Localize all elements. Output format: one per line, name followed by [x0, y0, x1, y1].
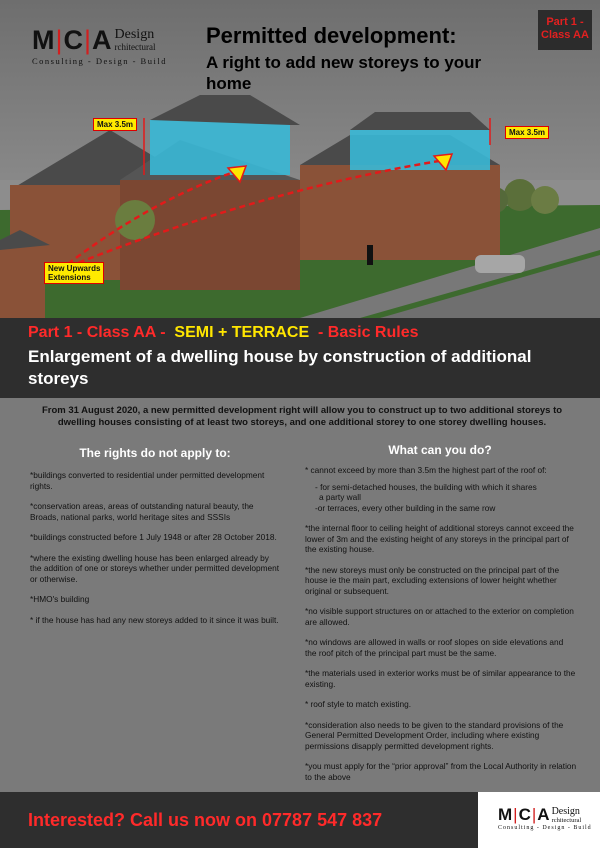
badge-line2: Class AA: [541, 29, 589, 41]
logo-tagline: Consulting - Design - Build: [32, 56, 167, 66]
list-item: *the materials used in exterior works must be of similar appearance to the existing.: [305, 668, 576, 689]
page-title: Permitted development:: [206, 23, 457, 48]
logo-mark-m: M: [32, 25, 56, 55]
list-item: * roof style to match existing.: [305, 699, 412, 709]
class-heading-part: Part 1 - Class AA -: [28, 324, 166, 341]
car: [475, 255, 525, 273]
list-item: *conservation areas, areas of outstanding natural beauty, the Broads, national parks, world heritage sites and SSSIs: [30, 501, 254, 522]
logo: M|C|A Design rchitectural Consulting - Design - Build: [32, 25, 167, 66]
left-extension: [150, 120, 290, 175]
class-heading: [28, 324, 418, 342]
list-item: *consideration also needs to be given to the standard provisions of the General Permitted Development Order, including where existing permissions disapply permitted development rights.: [305, 719, 564, 751]
class-badge: [538, 10, 592, 50]
left-column-heading: The rights do not apply to:: [79, 446, 231, 460]
tree: [504, 179, 536, 211]
left-extension-roof: [150, 95, 300, 125]
right-extension-roof: [350, 112, 490, 130]
right-column: [305, 465, 577, 792]
hero-illustration: [0, 0, 600, 318]
footer-logo-box: [478, 792, 600, 848]
list-item: *where the existing dwelling house has been enlarged already by the addition of one or storeys whether under permitted development or otherwise.: [30, 552, 280, 584]
max-height-label-left: Max 3.5m: [93, 118, 137, 131]
list-item: * if the house has had any new storeys added to it since it was built.: [30, 614, 279, 625]
logo-mark-a: A: [92, 25, 113, 55]
list-item: *buildings converted to residential under permitted development rights.: [30, 470, 265, 491]
section-title: Enlargement of a dwelling house by construction of additional storeys: [28, 347, 532, 388]
class-heading-highlight: SEMI + TERRACE: [174, 324, 310, 341]
list-item: * cannot exceed by more than 3.5m the highest part of the roof of:: [305, 465, 547, 475]
far-left-house: [0, 245, 45, 318]
badge-line1: Part 1 -: [546, 16, 584, 28]
list-item: *HMO's building: [30, 594, 90, 604]
class-heading-rules: - Basic Rules: [318, 324, 419, 341]
list-item: *you must apply for the “prior approval” from the Local Authority in relation to the above: [305, 761, 577, 782]
extensions-label: New Upwards Extensions: [44, 262, 104, 284]
list-item: *no windows are allowed in walls or roof slopes on side elevations and the roof pitch of the principal part must be the same.: [305, 637, 564, 658]
left-column: [30, 470, 280, 635]
sub-item: - for semi-detached houses, the building with which it shares: [315, 481, 537, 492]
logo-design: Design: [114, 27, 155, 42]
call-to-action: Interested? Call us now on 07787 547 837: [28, 810, 383, 830]
tree: [531, 186, 559, 214]
logo-architectural: rchitectural: [114, 42, 156, 52]
max-height-label-right: Max 3.5m: [505, 126, 549, 139]
right-column-heading: What can you do?: [388, 443, 492, 457]
sub-item: a party wall: [319, 492, 361, 502]
page-subtitle: A right to add new storeys to your home: [206, 53, 482, 93]
list-item: *the new storeys must only be constructed on the principal part of the house ie the main part, excluding extensions of lower height whether original or subsequent.: [305, 564, 560, 596]
logo-mark-c: C: [63, 25, 85, 55]
person: [367, 245, 373, 265]
list-item: *the internal floor to ceiling height of additional storeys cannot exceed the lower of 3m and the existing height of any storeys in the principal part of the existing house.: [305, 523, 574, 554]
sub-item: -or terraces, every other building in the same row: [315, 502, 496, 513]
list-item: *no visible support structures on or attached to the exterior on completion are allowed.: [305, 606, 574, 627]
right-house: [300, 165, 500, 260]
intro-paragraph: From 31 August 2020, a new permitted development right will allow you to construct up to two additional storeys to dwelling houses consisting of at least two storeys, and one additional storey to one storey dwelling houses.: [41, 405, 563, 428]
list-item: *buildings constructed before 1 July 1948 or after 28 October 2018.: [30, 532, 277, 542]
footer-logo: M|C|A Design rchitectural Consulting - Design - Build: [498, 805, 592, 831]
